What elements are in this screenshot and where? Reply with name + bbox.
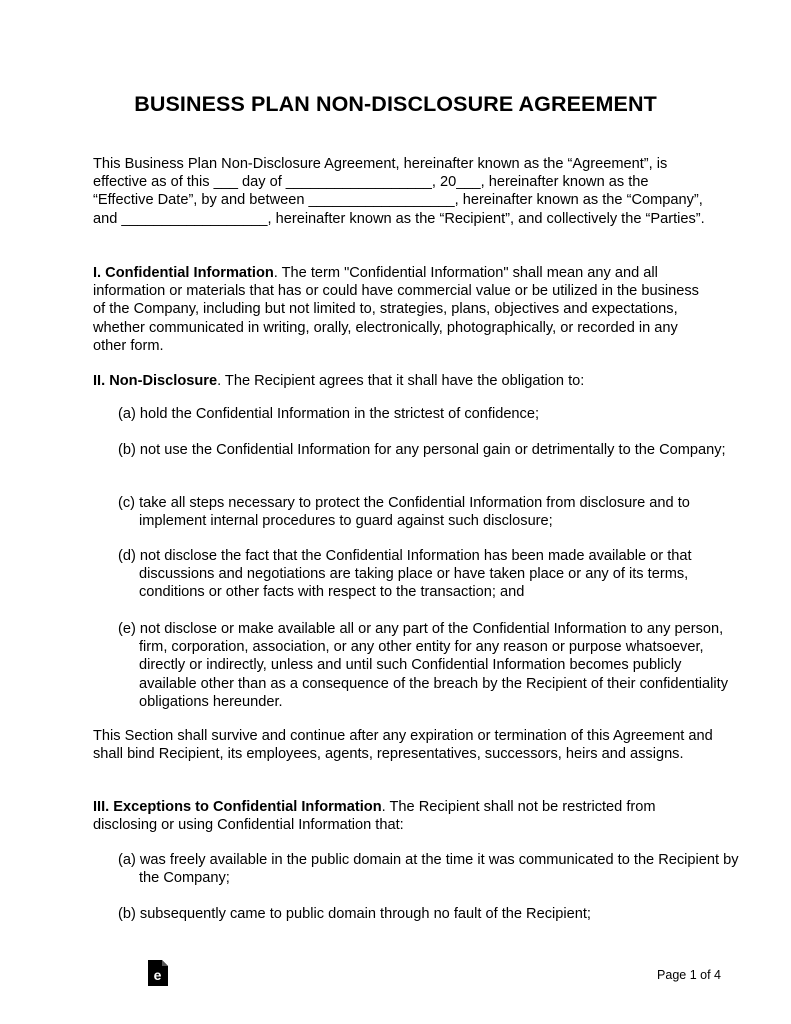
section-confidential-information: [93, 264, 713, 355]
section-body: . The Recipient agrees that it shall have the obligation to:: [217, 373, 585, 389]
survival-paragraph: This Section shall survive and continue after any expiration or termination of this Agreement and shall bind Recipient, its employees, agents, representatives, successors, heirs and assigns.: [93, 728, 713, 763]
section-heading: II. Non-Disclosure: [93, 373, 218, 389]
list-item: (a) hold the Confidential Information in the strictest of confidence;: [118, 406, 540, 422]
section-non-disclosure: [93, 372, 713, 390]
intro-paragraph: This Business Plan Non-Disclosure Agreement, hereinafter known as the “Agreement”, is effective as of this ___ day of __________________, 20___, hereinafter known as the “Effective Date”, by and between __________________, hereinafter known as the “Company”, and __________________, hereinafter known as the “Recipient”, and collectively the “Parties”.: [93, 156, 705, 227]
eforms-logo-icon: [146, 960, 168, 986]
list-item: (a) was freely available in the public domain at the time it was communicated to the Recipient by the Company;: [118, 852, 739, 887]
svg-text:e: e: [153, 967, 162, 983]
list-item: (b) not use the Confidential Information for any personal gain or detrimentally to the Company;: [118, 442, 726, 458]
list-item: (c) take all steps necessary to protect the Confidential Information from disclosure and to implement internal procedures to guard against such disclosure;: [118, 495, 690, 530]
section-heading: III. Exceptions to Confidential Information: [93, 799, 382, 815]
section-body: . The term "Confidential Information" shall mean any and all information or materials that has or could have commercial value or be utilized in the business of the Company, including but not limited to, strategies, plans, objectives and expectations, whether communicated in writing, orally, electronically, photographically, or recorded in any other form.: [93, 265, 699, 354]
section-exceptions: [93, 798, 713, 834]
list-item: (e) not disclose or make available all or any part of the Confidential Information to any person, firm, corporation, association, or any other entity for any reason or purpose whatsoever, directly or indirectly, unless and until such Confidential Information becomes publicly available other than as a consequence of the breach by the Recipient of their confidentiality obligations hereunder.: [118, 621, 728, 710]
document-title: BUSINESS PLAN NON-DISCLOSURE AGREEMENT: [134, 92, 657, 116]
list-item: (b) subsequently came to public domain through no fault of the Recipient;: [118, 906, 591, 922]
section-body: . The Recipient shall not be restricted from disclosing or using Confidential Information that:: [93, 799, 656, 834]
section-heading: I. Confidential Information: [93, 265, 274, 281]
list-item: (d) not disclose the fact that the Confidential Information has been made available or that discussions and negotiations are taking place or have taken place or any of its terms, conditions or other facts with respect to the transaction; and: [118, 548, 692, 601]
page-number: Page 1 of 4: [657, 968, 721, 982]
